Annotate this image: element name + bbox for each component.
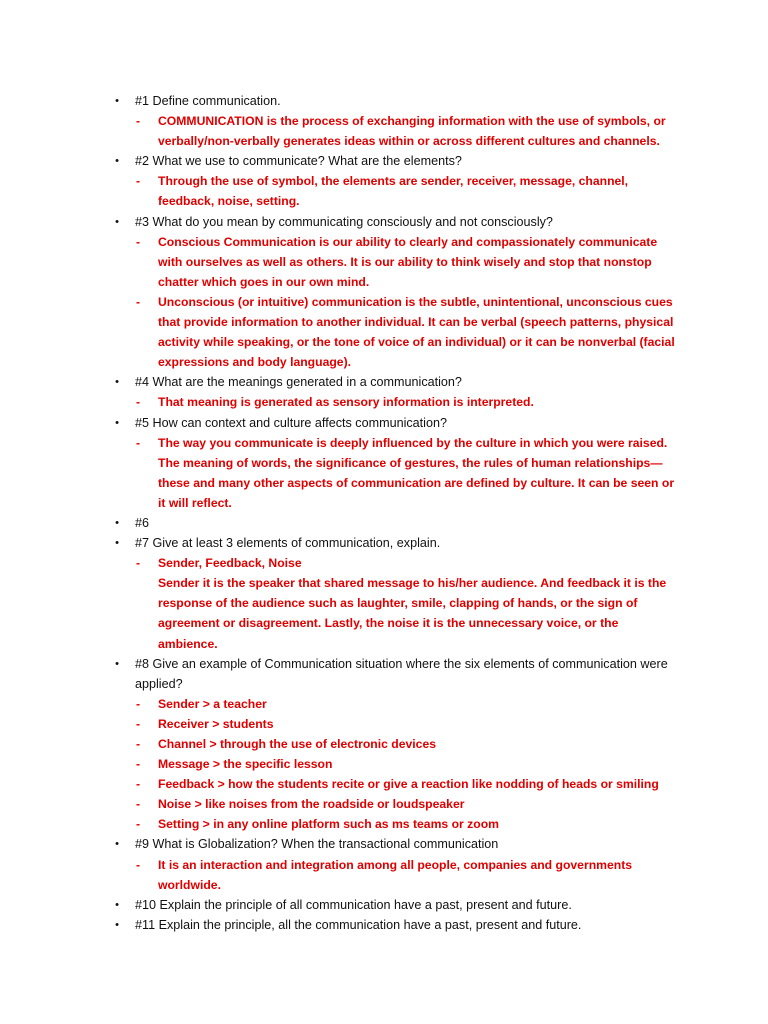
answer-text: Unconscious (or intuitive) communication is the subtle, unintentional, unconscious cues that provide information to another individual. It can be verbal (speech patterns, physical activity while speaking, or the tone of voice of an individual) or it can be nonverbal (facial expressions and body language). <box>158 294 675 370</box>
question-text: #5 How can context and culture affects communication? <box>135 415 447 430</box>
answer-text: Conscious Communication is our ability to clearly and compassionately communicate with ourselves as well as others. It is our ability to think wisely and stop that nonstop chatter which goes in our own mind. <box>158 234 658 289</box>
answer-text: Receiver > students <box>158 716 274 731</box>
question-item <box>0 834 768 854</box>
answer-item <box>0 232 768 292</box>
question-text: #8 Give an example of Communication situation where the six elements of communication were applied? <box>135 656 668 691</box>
answer-item <box>0 553 768 573</box>
answer-text: Setting > in any online platform such as ms teams or zoom <box>158 817 499 832</box>
question-item <box>0 513 768 533</box>
question-item <box>0 91 768 111</box>
answer-item <box>0 292 768 372</box>
question-item <box>0 212 768 232</box>
answer-item <box>0 814 768 834</box>
dash-marker: - <box>136 716 141 731</box>
question-text: #9 What is Globalization? When the transactional communication <box>135 837 499 852</box>
bullet-icon: • <box>115 838 119 851</box>
dash-marker: - <box>136 757 141 772</box>
answer-text: Channel > through the use of electronic devices <box>158 737 437 751</box>
dash-marker: - <box>136 556 141 571</box>
bullet-icon: • <box>115 537 119 550</box>
answer-item <box>0 694 768 714</box>
document-page <box>0 91 768 935</box>
bullet-icon: • <box>115 155 119 168</box>
dash-marker: - <box>136 857 141 872</box>
question-text: #4 What are the meanings generated in a communication? <box>135 375 462 390</box>
dash-marker: - <box>136 395 141 410</box>
question-item <box>0 151 768 171</box>
dash-marker: - <box>136 737 141 751</box>
answer-item <box>0 392 768 412</box>
answer-text: Message > the specific lesson <box>158 757 333 772</box>
question-item <box>0 372 768 392</box>
bullet-icon: • <box>115 918 119 931</box>
answer-item <box>0 573 768 653</box>
answer-item <box>0 433 768 513</box>
answer-text: Through the use of symbol, the elements are sender, receiver, message, channel, feedback, noise, setting. <box>158 174 629 209</box>
question-text: #6 <box>135 515 150 530</box>
question-item <box>0 654 768 694</box>
question-text: #7 Give at least 3 elements of communication, explain. <box>135 536 441 551</box>
answer-item <box>0 754 768 774</box>
answer-text: Feedback > how the students recite or give a reaction like nodding of heads or smiling <box>158 777 659 792</box>
question-item <box>0 895 768 915</box>
dash-marker: - <box>136 817 141 832</box>
question-text: #10 Explain the principle of all communication have a past, present and future. <box>135 897 572 912</box>
bullet-icon: • <box>115 898 119 911</box>
answer-item <box>0 774 768 794</box>
answer-text: Sender it is the speaker that shared message to his/her audience. And feedback it is the response of the audience such as laughter, smile, clapping of hands, or the sign of agreement or disagreement. Lastly, the noise it is the unnecessary voice, or the ambience. <box>158 576 667 651</box>
bullet-icon: • <box>115 516 119 529</box>
dash-marker: - <box>136 435 141 450</box>
question-item <box>0 533 768 553</box>
answer-item <box>0 714 768 734</box>
answer-item <box>0 111 768 151</box>
bullet-icon: • <box>115 657 119 670</box>
dash-marker: - <box>136 696 141 711</box>
answer-text: It is an interaction and integration among all people, companies and governments worldwide. <box>158 857 633 892</box>
answer-text: COMMUNICATION is the process of exchanging information with the use of symbols, or verbally/non-verbally generates ideas within or across different cultures and channels. <box>158 114 666 149</box>
answer-item <box>0 794 768 814</box>
answer-item <box>0 855 768 895</box>
dash-marker: - <box>136 777 141 792</box>
answer-text: Sender > a teacher <box>158 696 267 711</box>
question-item <box>0 413 768 433</box>
question-text: #11 Explain the principle, all the communication have a past, present and future. <box>135 917 582 932</box>
answer-text: Sender, Feedback, Noise <box>158 556 302 571</box>
dash-marker: - <box>136 294 141 309</box>
answer-text: The way you communicate is deeply influenced by the culture in which you were raised. The meaning of words, the significance of gestures, the rules of human relationships—these and many other aspects of communication are defined by culture. It can be seen or it will reflect. <box>158 435 675 510</box>
dash-marker: - <box>136 114 141 129</box>
dash-marker: - <box>136 797 141 812</box>
dash-marker: - <box>136 234 141 249</box>
answer-text: Noise > like noises from the roadside or loudspeaker <box>158 797 465 812</box>
question-text: #2 What we use to communicate? What are the elements? <box>135 154 462 169</box>
question-text: #3 What do you mean by communicating consciously and not consciously? <box>135 214 553 229</box>
question-item <box>0 915 768 935</box>
bullet-icon: • <box>115 95 119 107</box>
dash-marker: - <box>136 174 141 189</box>
question-text: #1 Define communication. <box>135 94 281 108</box>
answer-item <box>0 171 768 211</box>
bullet-icon: • <box>115 416 119 429</box>
answer-item <box>0 734 768 754</box>
bullet-icon: • <box>115 215 119 228</box>
bullet-icon: • <box>115 376 119 389</box>
answer-text: That meaning is generated as sensory information is interpreted. <box>158 395 534 410</box>
